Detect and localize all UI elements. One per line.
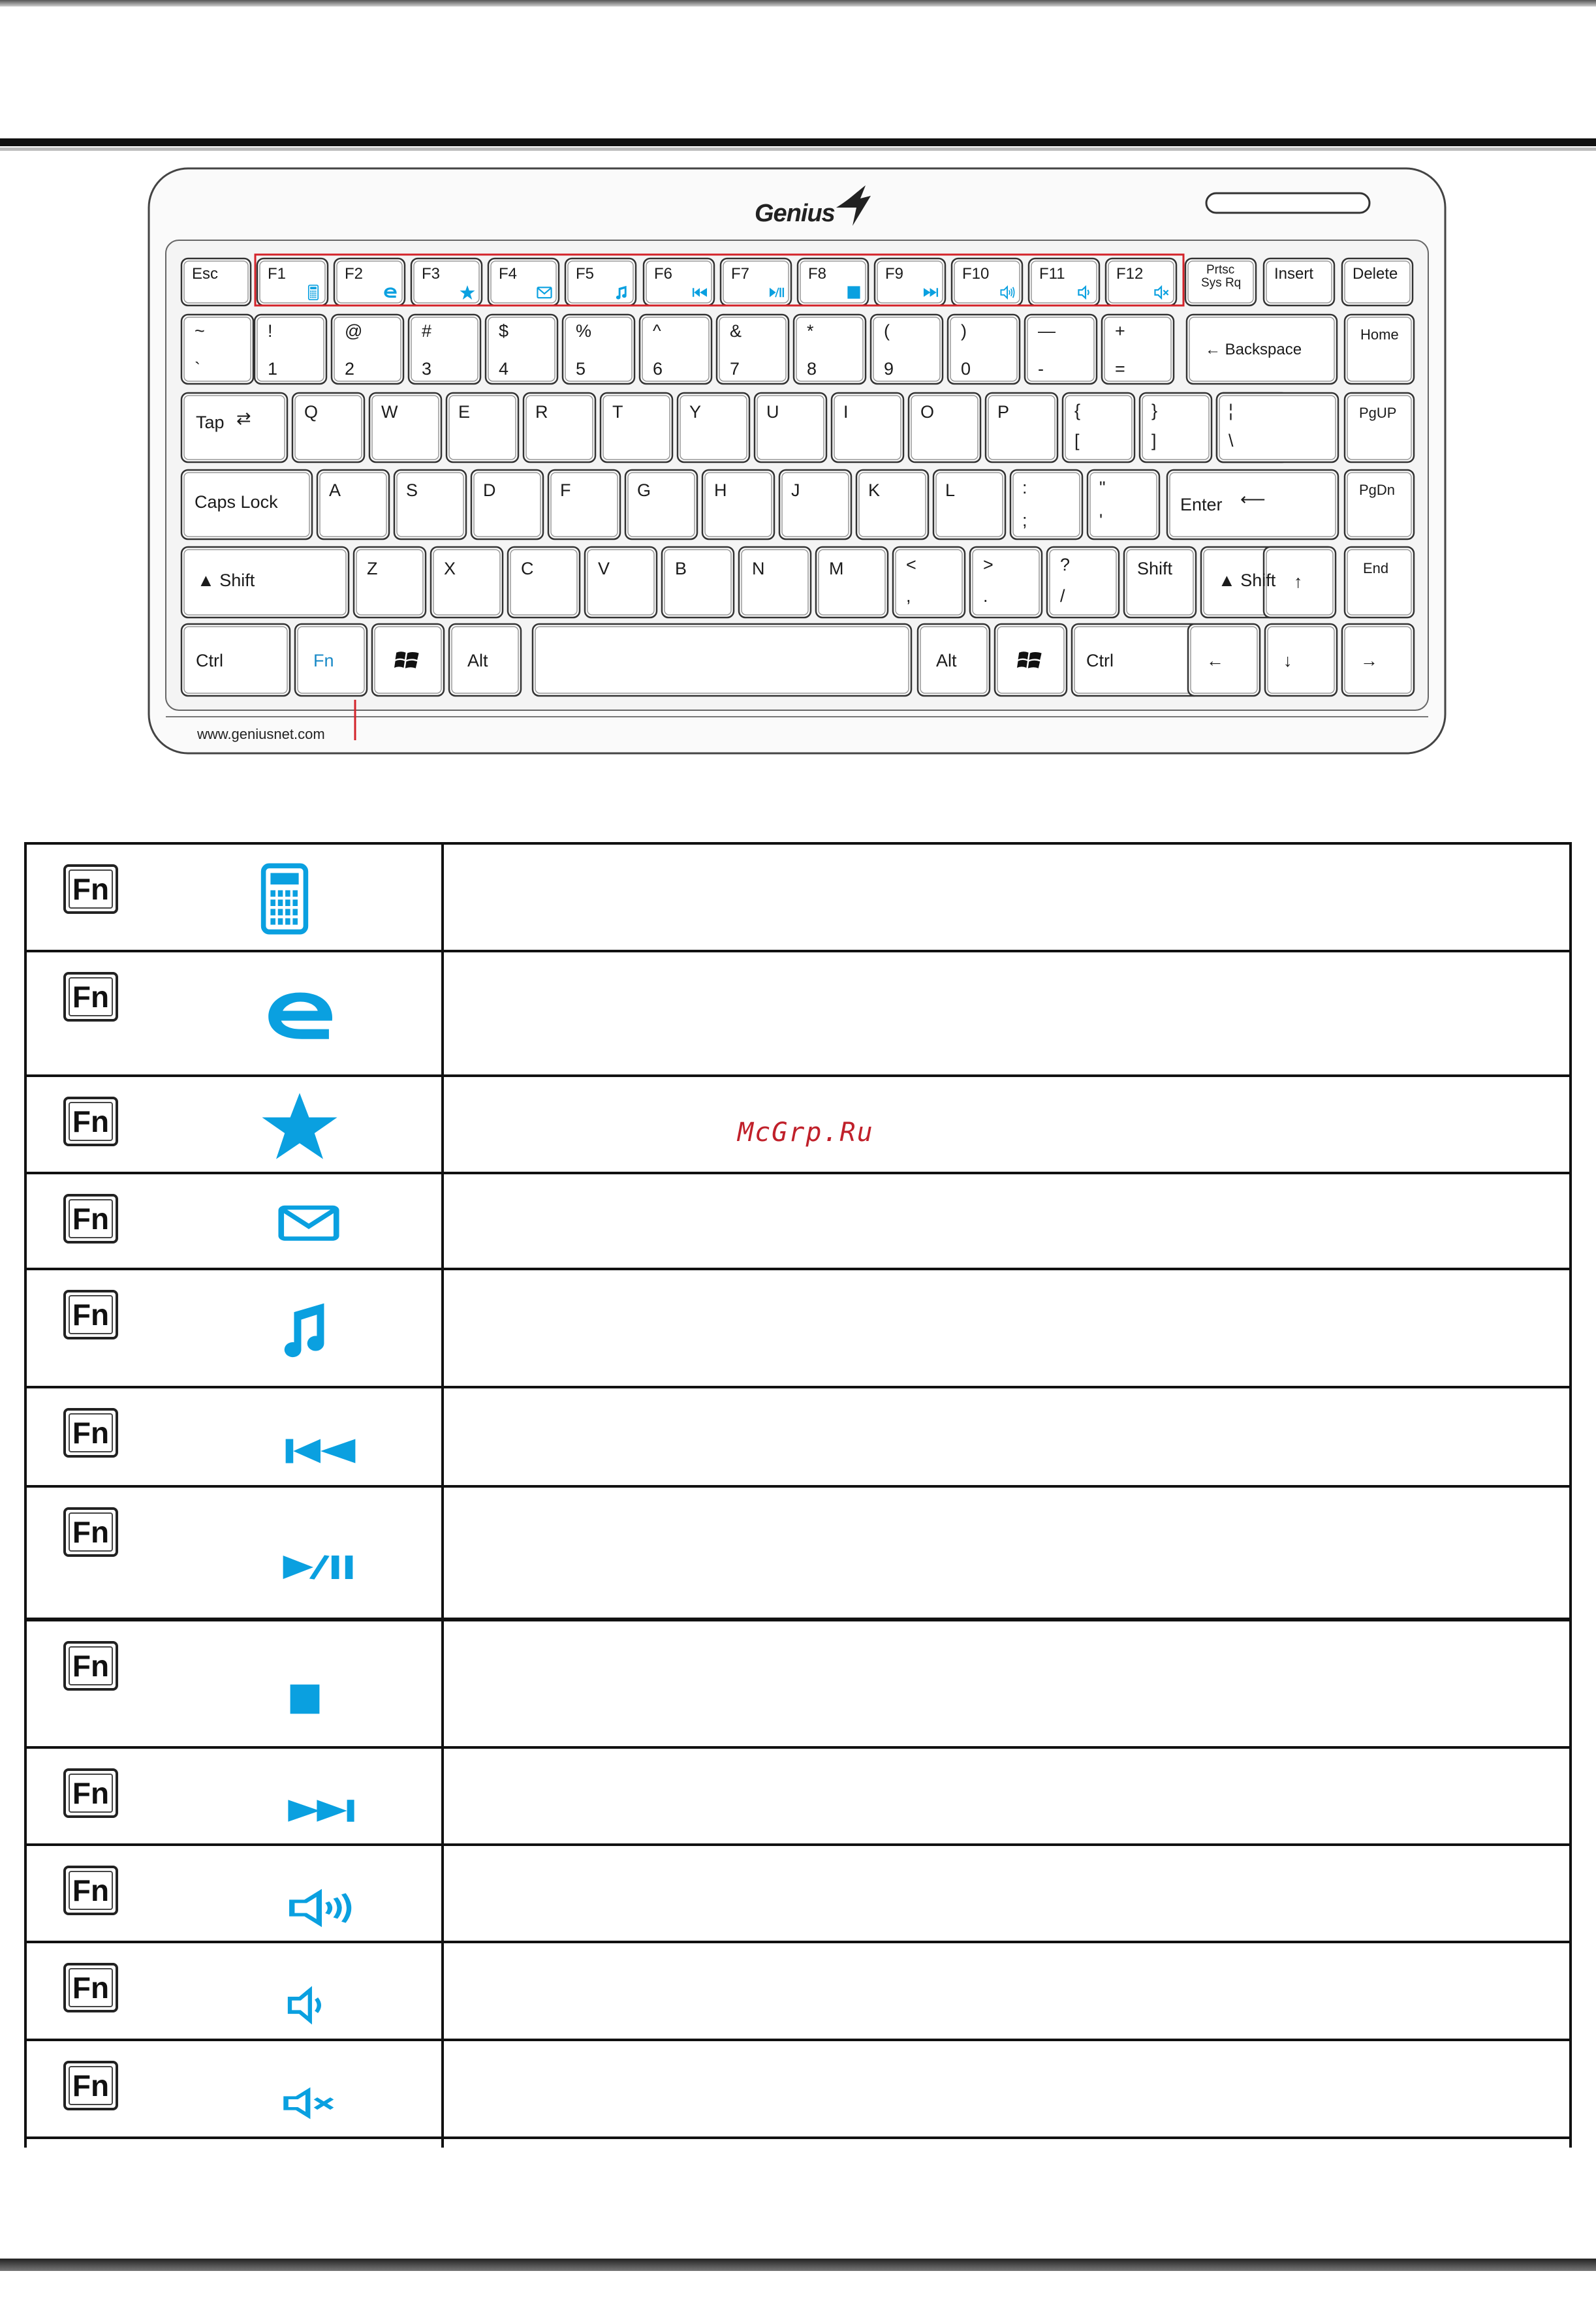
key-backspace-label: ← Backspace (1205, 341, 1302, 358)
fn-key-box: Fn (63, 1408, 118, 1458)
key-q-10-label: P (997, 402, 1010, 422)
key-f12-label: F12 (1116, 265, 1144, 283)
table-row (24, 1746, 1572, 1846)
key-home (1345, 315, 1414, 384)
key-z-7-label: M (829, 559, 844, 578)
play-pause-icon (280, 1548, 356, 1590)
key-fn-label: Fn (313, 651, 334, 670)
key-num-11-top: — (1038, 321, 1056, 341)
key-shift-left-label: ▲ Shift (197, 571, 255, 590)
key-z-1-label: Z (367, 559, 378, 578)
key-z-11 (1124, 547, 1196, 618)
table-bottom-border (24, 2136, 1572, 2139)
key-a-11-bottom: ' (1099, 510, 1103, 530)
key-a-10 (1010, 470, 1082, 539)
key-end-label: End (1363, 560, 1389, 576)
key-a-4 (548, 470, 620, 539)
key-right (1342, 624, 1414, 696)
key-q-1-label: Q (304, 402, 319, 422)
key-z-1 (354, 547, 426, 618)
key-q-2-label: W (381, 402, 398, 422)
key-f6-label: F6 (654, 265, 673, 283)
key-f4-label: F4 (499, 265, 518, 283)
key-enter-arrow: ⟵ (1240, 490, 1266, 509)
fn-key-box: Fn (63, 972, 118, 1022)
key-a-9 (933, 470, 1005, 539)
calculator-icon (249, 863, 320, 938)
key-num-9-top: ( (884, 321, 890, 341)
key-num-1 (255, 315, 326, 384)
key-num-11-bottom: - (1038, 359, 1044, 379)
key-f11-label: F11 (1039, 265, 1065, 283)
key-f2-label: F2 (345, 265, 364, 283)
header-rule-thick (0, 138, 1596, 146)
key-num-0-top: ~ (195, 321, 205, 341)
keyboard-diagram (148, 167, 1447, 755)
key-space (533, 624, 911, 696)
key-q-8 (832, 393, 903, 462)
key-f1-label: F1 (268, 265, 287, 283)
table-row (24, 1485, 1572, 1620)
previous-track-icon (283, 1430, 358, 1476)
key-home-label: Home (1360, 326, 1399, 343)
key-q-1 (292, 393, 364, 462)
key-q-9 (909, 393, 980, 462)
volume-down-icon (285, 1984, 331, 2029)
fn-key-box: Fn (63, 1194, 118, 1244)
key-alt-right-label: Alt (936, 651, 957, 670)
key-num-10-top: ) (961, 321, 967, 341)
key-q-6 (678, 393, 749, 462)
mail-icon (277, 1199, 340, 1249)
fn-key-box: Fn (63, 864, 118, 914)
key-a-6 (702, 470, 774, 539)
key-q-3 (446, 393, 518, 462)
key-z-3-label: C (521, 559, 534, 578)
watermark: McGrp.Ru (738, 1118, 874, 1148)
key-q-9-label: O (920, 402, 935, 422)
key-num-2 (332, 315, 403, 384)
key-num-6-bottom: 6 (653, 359, 663, 379)
key-a-3-label: D (483, 480, 496, 500)
key-a-2-label: S (406, 480, 418, 500)
key-q-13-bottom: \ (1228, 431, 1234, 450)
key-num-3-bottom: 3 (422, 359, 432, 379)
key-z-7 (816, 547, 888, 618)
key-num-3 (409, 315, 480, 384)
key-f5-label: F5 (576, 265, 595, 283)
fn-key-box: Fn (63, 1866, 118, 1915)
key-z-2-label: X (444, 559, 456, 578)
key-z-9-top: > (983, 555, 994, 574)
key-num-0-bottom: ` (195, 359, 200, 379)
key-num-4-bottom: 4 (499, 359, 509, 379)
key-z-10 (1047, 547, 1119, 618)
key-pgup-label: PgUP (1359, 405, 1397, 421)
key-pgdn-label: PgDn (1359, 482, 1396, 498)
fn-key-box: Fn (63, 1097, 118, 1146)
key-num-7 (717, 315, 789, 384)
key-q-12-bottom: ] (1151, 431, 1157, 450)
key-a-4-label: F (560, 480, 571, 500)
key-z-9 (970, 547, 1042, 618)
key-z-11-label: Shift (1137, 559, 1173, 578)
key-end (1345, 547, 1414, 618)
key-up-label: ↑ (1294, 572, 1303, 591)
key-a-10-top: : (1022, 478, 1027, 497)
key-z-5 (662, 547, 734, 618)
key-a-1-label: A (329, 480, 341, 500)
key-capslock-label: Caps Lock (195, 492, 278, 512)
key-q-10 (986, 393, 1057, 462)
key-a-7 (779, 470, 851, 539)
fn-key-box: Fn (63, 2061, 118, 2110)
key-num-9 (871, 315, 943, 384)
key-a-3 (471, 470, 543, 539)
star-icon (260, 1090, 339, 1165)
key-z-5-label: B (675, 559, 687, 578)
key-num-8-bottom: 8 (807, 359, 817, 379)
key-f8-label: F8 (808, 265, 827, 283)
volume-up-icon (288, 1887, 356, 1932)
key-pgup (1345, 393, 1414, 462)
key-num-1-top: ! (268, 321, 273, 341)
key-shift-right-label: ▲ Shift (1218, 571, 1276, 590)
key-sysrq-label: Sys Rq (1201, 276, 1242, 290)
key-q-5 (601, 393, 672, 462)
key-num-0 (181, 315, 253, 384)
mute-icon (283, 2086, 337, 2123)
key-ctrl-right-label: Ctrl (1086, 651, 1114, 670)
key-num-5-bottom: 5 (576, 359, 586, 379)
table-row (24, 1268, 1572, 1388)
table-row (24, 1843, 1572, 1943)
key-num-7-bottom: 7 (730, 359, 740, 379)
key-z-2 (431, 547, 503, 618)
key-q-7 (755, 393, 826, 462)
table-row (24, 2039, 1572, 2139)
key-left-label: ← (1206, 651, 1224, 670)
key-z-6-label: N (752, 559, 765, 578)
key-a-7-label: J (791, 480, 800, 500)
key-q-4-label: R (535, 402, 548, 422)
stop-icon (287, 1681, 323, 1721)
fn-key-box: Fn (63, 1507, 118, 1557)
key-f7-label: F7 (731, 265, 750, 283)
key-num-7-top: & (730, 321, 742, 341)
table-row (24, 1386, 1572, 1488)
key-z-4 (585, 547, 657, 618)
key-num-1-bottom: 1 (268, 359, 278, 379)
key-z-8-bottom: , (906, 586, 911, 606)
key-z-10-top: ? (1060, 555, 1071, 574)
key-z-10-bottom: / (1060, 586, 1065, 606)
key-f10-label: F10 (962, 265, 990, 283)
key-down (1265, 624, 1337, 696)
key-q-6-label: Y (689, 402, 702, 422)
key-num-2-top: @ (345, 321, 363, 341)
header-rule-thin (0, 148, 1596, 151)
key-q-11-bottom: [ (1074, 431, 1080, 450)
key-q-13-top: ¦ (1228, 401, 1234, 420)
browser-e-icon (260, 980, 340, 1054)
key-q-3-label: E (458, 402, 471, 422)
key-right-label: → (1360, 651, 1378, 670)
key-q-12-top: } (1151, 401, 1158, 420)
key-num-9-bottom: 9 (884, 359, 894, 379)
fn-key-box: Fn (63, 1290, 118, 1339)
key-num-5-top: % (576, 321, 592, 341)
key-z-9-bottom: . (983, 586, 988, 606)
table-row (24, 950, 1572, 1077)
key-insert-label: Insert (1274, 265, 1314, 283)
key-a-6-label: H (714, 480, 727, 500)
key-q-7-label: U (766, 402, 779, 422)
key-num-8-top: * (807, 321, 814, 341)
key-alt-left-label: Alt (467, 651, 488, 670)
table-row (24, 842, 1572, 952)
key-z-8 (893, 547, 965, 618)
next-track-icon (285, 1791, 357, 1834)
key-backslash (1217, 393, 1338, 462)
key-a-1 (317, 470, 389, 539)
fn-key-box: Fn (63, 1641, 118, 1691)
fn-key-box: Fn (63, 1768, 118, 1818)
key-num-12 (1102, 315, 1174, 384)
key-a-2 (394, 470, 466, 539)
key-num-10 (948, 315, 1020, 384)
key-a-11 (1087, 470, 1159, 539)
fn-function-table (24, 842, 1572, 2316)
key-pgdn (1345, 470, 1414, 539)
key-a-9-label: L (945, 480, 956, 500)
key-q-5-label: T (612, 402, 623, 422)
website-url: www.geniusnet.com (197, 726, 325, 742)
key-esc-label: Esc (192, 265, 219, 283)
key-q-4 (524, 393, 595, 462)
key-num-12-top: + (1115, 321, 1125, 341)
table-row (24, 1618, 1572, 1750)
key-q-8-label: I (843, 402, 849, 422)
key-num-4 (486, 315, 557, 384)
table-row (24, 1172, 1572, 1270)
key-enter-label: Enter (1180, 495, 1223, 514)
key-left (1188, 624, 1260, 696)
brand-logo: Genius (755, 200, 835, 227)
key-z-8-top: < (906, 555, 916, 574)
key-num-2-bottom: 2 (345, 359, 355, 379)
key-ctrl-left-label: Ctrl (196, 651, 223, 670)
table-row (24, 1941, 1572, 2041)
key-a-11-top: " (1099, 478, 1106, 497)
key-z-4-label: V (598, 559, 610, 578)
key-num-10-bottom: 0 (961, 359, 971, 379)
key-q-11-top: { (1074, 401, 1081, 420)
music-note-icon (275, 1298, 335, 1364)
fn-key-box: Fn (63, 1963, 118, 2012)
key-num-6-top: ^ (653, 321, 661, 341)
key-num-5 (563, 315, 634, 384)
key-a-10-bottom: ; (1022, 510, 1027, 530)
footer-rule (0, 2259, 1596, 2271)
header-rule-top (0, 0, 1596, 7)
key-num-4-top: $ (499, 321, 509, 341)
key-f9-label: F9 (885, 265, 904, 283)
key-delete-label: Delete (1353, 265, 1398, 283)
key-z-3 (508, 547, 580, 618)
key-q-2 (369, 393, 441, 462)
key-prtsc-label: Prtsc (1206, 263, 1235, 277)
key-a-5-label: G (637, 480, 651, 500)
key-q-12 (1140, 393, 1212, 462)
key-num-12-bottom: = (1115, 359, 1125, 379)
key-f3-label: F3 (422, 265, 441, 283)
keyboard-outline (148, 167, 1447, 755)
key-num-8 (794, 315, 866, 384)
key-num-11 (1025, 315, 1097, 384)
key-a-8-label: K (868, 480, 881, 500)
key-q-11 (1063, 393, 1134, 462)
key-a-5 (625, 470, 697, 539)
key-a-8 (856, 470, 928, 539)
key-tab-label: Tap (196, 413, 225, 432)
key-tab-arrows: ⇄ (236, 409, 251, 428)
key-down-label: ↓ (1283, 651, 1292, 670)
key-num-3-top: # (422, 321, 432, 341)
key-num-6 (640, 315, 712, 384)
key-z-6 (739, 547, 811, 618)
